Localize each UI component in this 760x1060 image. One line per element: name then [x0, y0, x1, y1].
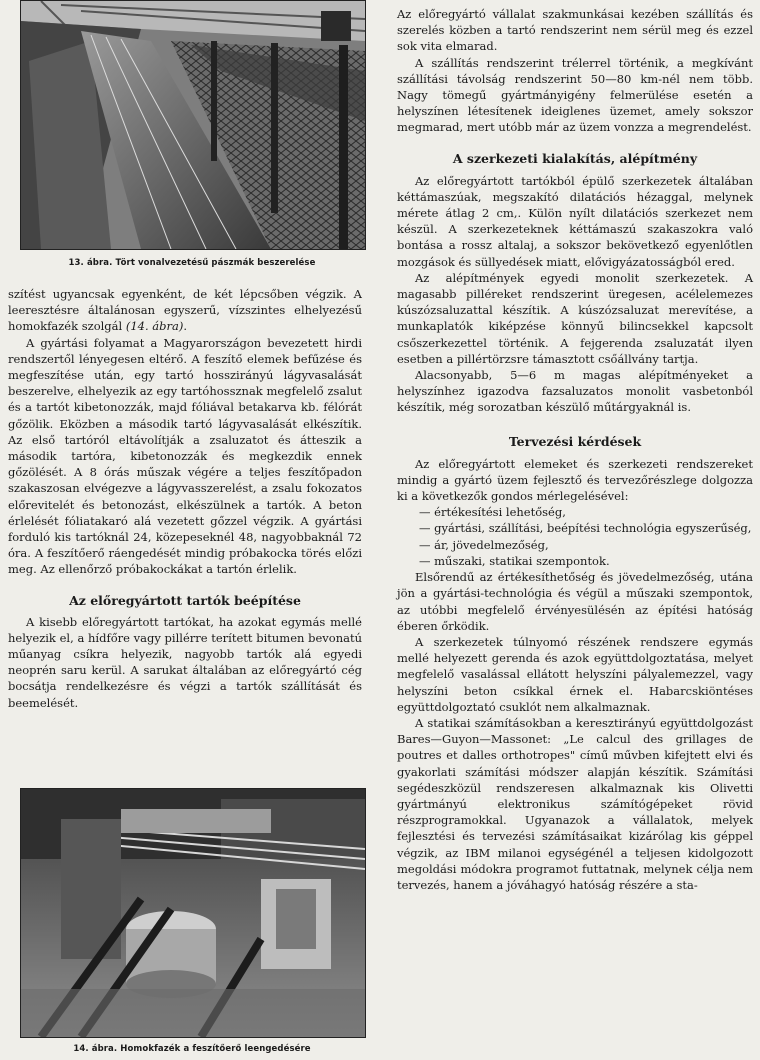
paragraph-szerkezetek: Az előregyártott tartókból épülő szerkezetek általában kéttámaszúak, megszakító dilatációs hézaggal, melynek mérete átlag 2 cm,. Külön nyílt dilatációs szerkezet nem készül. A szerkezeteknek kéttámaszú szakaszokra való bontása a rossz altalaj, a sokszor bekövetkező egyenlőtlen mozgások és süllyedések miatt, elővigyázatosságból ered. — [397, 173, 753, 269]
paragraph-gyartasi-folyamat: A gyártási folyamat a Magyarországon bevezetett hirdi rendszertől lényegesen eltérő. A feszítő elemek befűzése és megfeszítése után, egy tartó hosszirányú lágyvasalását beszerelve, elhelyezik az egy tartóhossznak megfelelő zsalut és a tartót kibetonozzák, majd fóliával betakarva kb. félórát gőzölik. Eközben a második tartó lágyvasalását elkészítik. Az első tartóról eltávolítják a zsaluzatot és átteszik a második tartóra, kibetonozzák és megkezdik ennek gőzölését. A 8 órás műszak végére a teljes feszítőpadon szakaszosan elvégezve a lágyvasszerelést, a zsalu fokozatos előrevitelét és betonozást, elkészülnek a tartók. A beton érlelését fóliatakaró alá vezetett gőzzel végzik. A gyártási forduló kis tartóknál 24, közepeseknél 48, nagyobbaknál 72 óra. A feszítőerő ráengedését mindig próbakocka törés előzi meg. Az ellenőrző próbakockákat a tartón érlelik. — [8, 335, 362, 577]
figure-13-photo — [20, 0, 366, 250]
right-column — [397, 6, 753, 893]
paragraph-tervezesi: Az előregyártott elemeket és szerkezeti rendszereket mindig a gyártó üzem fejlesztő és tervezőrészlege dolgozza ki a következők gondos mérlegelésével: — [397, 456, 753, 504]
list-item: — ár, jövedelmezőség, — [419, 537, 549, 552]
sand-pot-photo — [21, 789, 365, 1037]
paragraph-szallitas-intro: Az előregyártó vállalat szakmunkásai kezében szállítás és szerelés közben a tartó rendszerint nem sérül meg és ezzel sok vita elmarad. — [397, 7, 753, 54]
paragraph-elsorendu: Elsőrendű az értékesíthetőség és jövedelmezőség, utána jön a gyártási-technológia és végül a műszaki szempontok, az utóbbi megfelelő érvényesülésén az építési hatóság éberen őrködik. — [397, 570, 753, 633]
paragraph-alepitmenyek: Az alépítmények egyedi monolit szerkezetek. A magasabb pilléreket rendszerint üregesen, acélelemezes kúszózsaluzattal készítik. A kúszózsaluzat merevítése, a munkaplatók kiképzése könnyű bilincsekkel kapcsolt csőszerkezettel történik. A fejgerenda zsaluzatát ilyen esetben a pillértörzsre támasztott csőállvány tartja. — [397, 270, 753, 366]
section-heading-tervezesi: Tervezési kérdések — [508, 433, 642, 449]
list-item: — műszaki, statikai szempontok. — [419, 553, 610, 568]
figure-14-photo — [20, 788, 366, 1038]
figure-14-caption: 14. ábra. Homokfazék a feszítőerő leengedésére — [73, 1044, 311, 1054]
paragraph-gerenda-rendszer: A szerkezetek túlnyomó részének rendszere egymás mellé helyezett gerenda és azok együttdolgoztatása, melyet megfelelő vasalással ellátott helyszíni pályalemezzel, vagy helyszíni beton csíkkal érnek el. Habarcskiöntéses együttdolgoztató csuklót nem alkalmaznak. — [397, 634, 753, 714]
paragraph-statikai: A statikai számításokban a keresztirányú együttdolgozást Bares—Guyon—Massonet: „Le calcul des grillages de poutres et dalles orthotropes" című művben kifejtett elvi és gyakorlati számítási módszer alapján készítik. Számítási segédeszközül rendszeresen alkalmaznak kis Olivetti gyártmányú elektronikus számítógépeket rövid részprogramokkal. Ugyanazok a vállalatok, melyek fejlesztési és tervezési számításaikat kizárólag kis géppel végzik, az IBM milanoi egységénél a teljesen kidolgozott megoldási módokra programot futtatnak, melynek célja nem tervezés, hanem a jóváhagyó hatóság részére a sta- — [397, 715, 753, 892]
paragraph-beepites: A kisebb előregyártott tartókat, ha azokat egymás mellé helyezik el, a hídfőre vagy pillérre terített bitumen bevonatú műanyag csíkra helyezik, nagyobb tartók alá egyedi neoprén saru kerül. A sarukat általában az előregyártó cég bocsátja rendelkezésre és végzi a tartók szállítását és beemelését. — [8, 614, 362, 710]
figure-13-caption: 13. ábra. Tört vonalvezetésű pászmák beszerelése — [68, 258, 316, 268]
paragraph-szallitas: A szállítás rendszerint trélerrel történik, a megkívánt szállítási távolság rendszerint 50—80 km-nél nem több. Nagy tömegű gyártmányigény felmerülése esetén a helyszínen létesítenek ideiglenes üzemet, amely sokszor megmarad, mert utóbb már az üzem vonzza a megrendelést. — [397, 55, 753, 135]
left-body-top — [8, 286, 362, 711]
list-item: — gyártási, szállítási, beépítési technológia egyszerűség, — [419, 521, 752, 536]
figure-reference: (14. ábra) — [125, 319, 184, 334]
paragraph-text: . — [183, 319, 187, 334]
list-item: — értékesítési lehetőség, — [419, 505, 566, 520]
section-heading-beepites: Az előregyártott tartók beépítése — [69, 592, 301, 608]
section-heading-szerkezeti: A szerkezeti kialakítás, alépítmény — [452, 150, 698, 166]
paragraph-alacsonyabb: Alacsonyabb, 5—6 m magas alépítményeket a helyszínhez igazodva fazsaluzatos monolit vasbetonból készítik, még sorozatban készülő műtárgyaknál is. — [397, 368, 753, 415]
paragraph-continuation — [8, 286, 362, 335]
prestressing-bed-photo — [21, 1, 365, 249]
paragraph-text: szítést ugyancsak egyenként, de két lépcsőben végzik. A leeresztésre általánosan egyszerű, vízszintes elhelyezésű homokfazék szolgál — [8, 287, 362, 334]
